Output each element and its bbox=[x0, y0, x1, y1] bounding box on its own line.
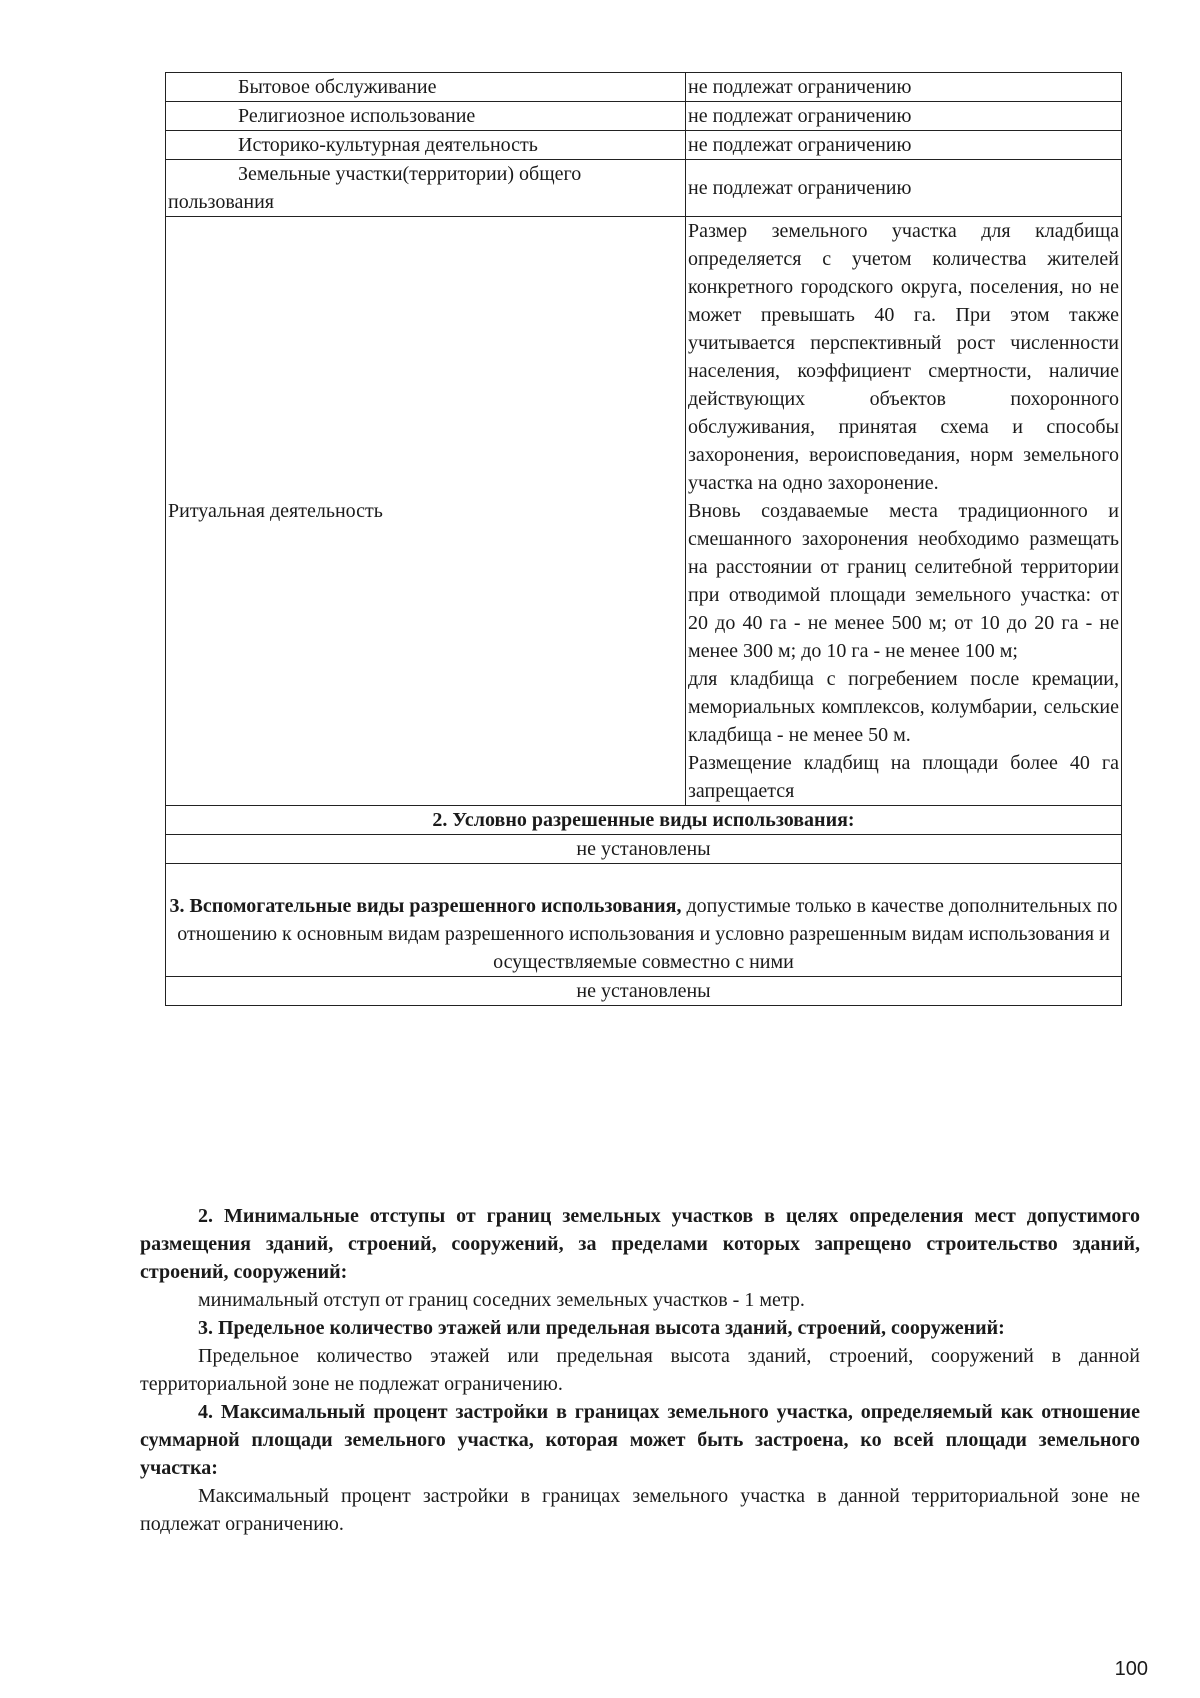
auxiliary-heading-rest: допустимые только в качестве дополнительных по отношению к основным видам разрешенного использования и условно разрешенным видам использования и осуществляемые совместно с ними bbox=[177, 895, 1118, 973]
section-text: минимальный отступ от границ соседних земельных участков - 1 метр. bbox=[198, 1289, 805, 1311]
restriction-cell: не подлежат ограничению bbox=[686, 131, 1122, 160]
page-number: 100 bbox=[1114, 1658, 1148, 1680]
auxiliary-uses-heading bbox=[166, 864, 1122, 977]
section-heading: 2. Минимальные отступы от границ земельных участков в целях определения мест допустимого размещения зданий, строений, сооружений, за пределами которых запрещено строительство зданий, строений, сооружений: bbox=[140, 1205, 1140, 1283]
ritual-paragraph: Размещение кладбищ на площади более 40 га запрещается bbox=[688, 752, 1119, 802]
section-text: Предельное количество этажей или предельная высота зданий, строений, сооружений в данной территориальной зоне не подлежат ограничению. bbox=[140, 1345, 1140, 1395]
table-row bbox=[166, 835, 1122, 864]
section-heading: 4. Максимальный процент застройки в границах земельного участка, определяемый как отношение суммарной площади земельного участка, которая может быть застроена, ко всей площади земельного участка: bbox=[140, 1401, 1140, 1479]
auxiliary-uses-value: не установлены bbox=[166, 977, 1122, 1006]
table-row bbox=[166, 160, 1122, 217]
land-use-table bbox=[165, 72, 1122, 1006]
restriction-cell: не подлежат ограничению bbox=[686, 73, 1122, 102]
section-heading: 3. Предельное количество этажей или предельная высота зданий, строений, сооружений: bbox=[198, 1317, 1005, 1339]
use-type-cell: Историко-культурная деятельность bbox=[166, 131, 686, 160]
use-type-cell: Религиозное использование bbox=[166, 102, 686, 131]
table-row-ritual bbox=[166, 217, 1122, 806]
section-text: Максимальный процент застройки в границах земельного участка в данной территориальной зоне не подлежат ограничению. bbox=[140, 1485, 1140, 1535]
restriction-cell: не подлежат ограничению bbox=[686, 160, 1122, 217]
ritual-paragraph: Размер земельного участка для кладбища определяется с учетом количества жителей конкретного городского округа, поселения, но не может превышать 40 га. При этом также учитывается перспективный рост численности населения, коэффициент смертности, наличие действующих объектов похоронного обслуживания, принятая схема и способы захоронения, вероисповедания, норм земельного участка на одно захоронение. bbox=[688, 220, 1119, 494]
table-row bbox=[166, 977, 1122, 1006]
table-row bbox=[166, 73, 1122, 102]
use-type-cell: Бытовое обслуживание bbox=[166, 73, 686, 102]
ritual-paragraph: для кладбища с погребением после кремации, мемориальных комплексов, колумбарии, сельские кладбища - не менее 50 м. bbox=[688, 668, 1119, 746]
restriction-cell: не подлежат ограничению bbox=[686, 102, 1122, 131]
ritual-paragraph: Вновь создаваемые места традиционного и смешанного захоронения необходимо размещать на расстоянии от границ селитебной территории при отводимой площади земельного участка: от 20 до 40 га - не менее 500 м; от 10 до 20 га - не менее 300 м; до 10 га - не менее 100 м; bbox=[688, 500, 1119, 662]
table-row bbox=[166, 131, 1122, 160]
conditional-uses-heading: 2. Условно разрешенные виды использования: bbox=[166, 806, 1122, 835]
use-type-cell: Земельные участки(территории) общего пользования bbox=[166, 160, 686, 217]
ritual-requirements-cell bbox=[686, 217, 1122, 806]
use-type-cell-ritual: Ритуальная деятельность bbox=[166, 217, 686, 806]
table-row bbox=[166, 806, 1122, 835]
conditional-uses-value: не установлены bbox=[166, 835, 1122, 864]
regulations-text bbox=[140, 1202, 1140, 1538]
table-row bbox=[166, 864, 1122, 977]
table-row bbox=[166, 102, 1122, 131]
auxiliary-heading-bold: 3. Вспомогательные виды разрешенного использования, bbox=[169, 895, 682, 917]
